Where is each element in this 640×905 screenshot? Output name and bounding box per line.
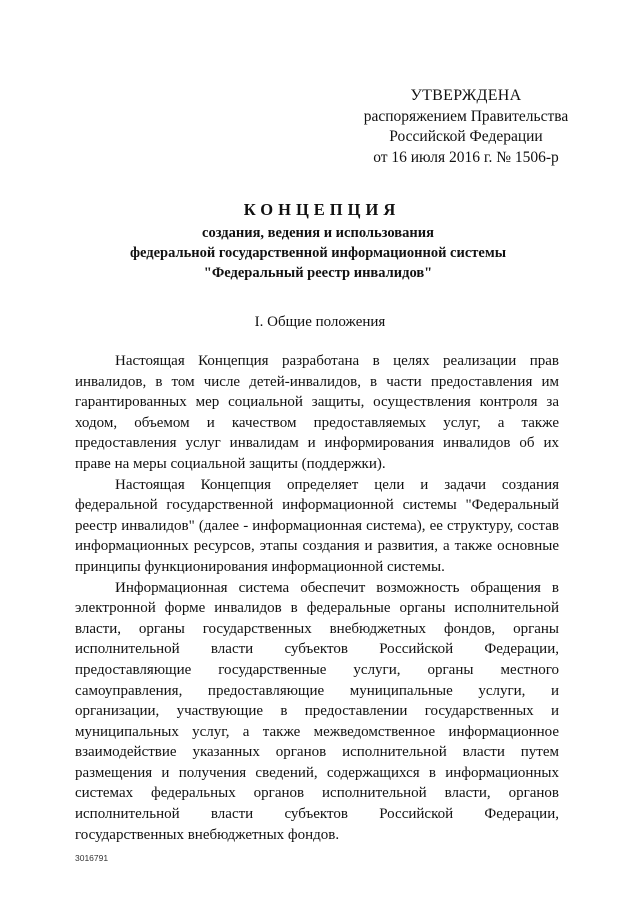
paragraph-1: Настоящая Концепция разработана в целях реализации прав инвалидов, в том числе детей-инвалидов, в части предоставления им гарантированных мер социальной защиты, осуществления контроля за ходом, объемом и качеством предоставляемых услуг, а также предоставления услуг инвалидам и информирования инвалидов об их праве на меры социальной защиты (поддержки). xyxy=(75,353,559,472)
subtitle-line-3: "Федеральный реестр инвалидов" xyxy=(203,265,433,281)
approval-stamp xyxy=(350,86,582,168)
approval-line-3: от 16 июля 2016 г. № 1506-р xyxy=(373,148,559,166)
paragraph-2: Настоящая Концепция определяет цели и задачи создания федеральной государственной информационной системы "Федеральный реестр инвалидов" (далее - информационная система), ее структуру, состав информационных ресурсов, этапы создания и развития, а также основные принципы функционирования информационной системы. xyxy=(75,476,559,575)
document-body xyxy=(75,351,559,845)
footer-code: 3016791 xyxy=(75,853,109,863)
document-title: КОНЦЕПЦИЯ xyxy=(243,200,401,219)
subtitle-line-1: создания, ведения и использования xyxy=(202,225,434,241)
paragraph-3: Информационная система обеспечит возможность обращения в электронной форме инвалидов в федеральные органы исполнительной власти, органы государственных внебюджетных фондов, органы исполнительной власти субъектов Российской Федерации, предоставляющие государственные услуги, органы местного самоуправления, предоставляющие муниципальные услуги, и организации, участвующие в предоставлении государственных и муниципальных услуг, а также межведомственное информационное взаимодействие указанных органов исполнительной власти путем размещения и получения сведений, содержащихся в информационных системах федеральных органов исполнительной власти, органов исполнительной власти субъектов Российской Федерации, государственных внебюджетных фондов. xyxy=(75,579,559,843)
document-subtitle xyxy=(90,223,546,283)
approval-line-2: Российской Федерации xyxy=(389,128,543,145)
section-heading: I. Общие положения xyxy=(254,314,386,330)
approval-title: УТВЕРЖДЕНА xyxy=(410,87,522,104)
subtitle-line-2: федеральной государственной информационной системы xyxy=(129,245,507,261)
approval-line-1: распоряжением Правительства xyxy=(363,107,569,125)
